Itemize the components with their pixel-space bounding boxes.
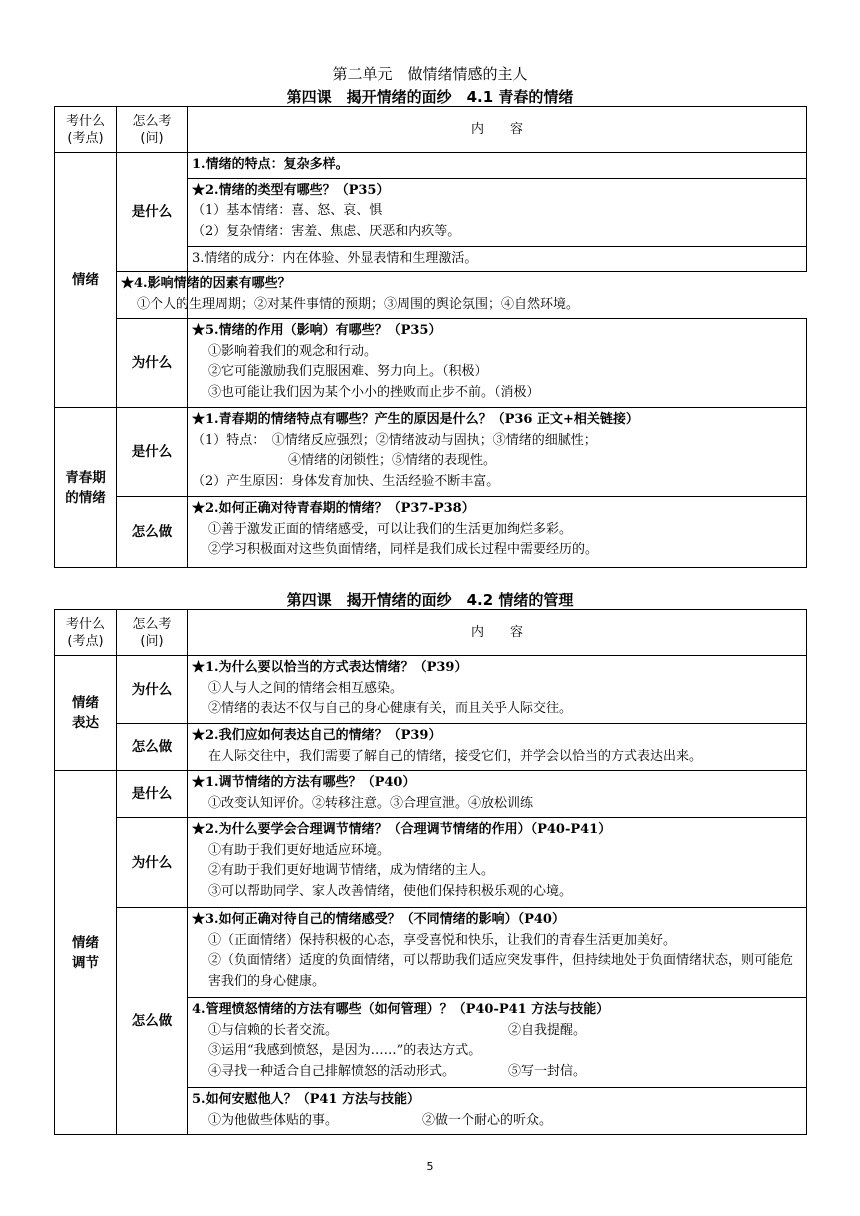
page-number: 5: [426, 1160, 434, 1173]
content-cell: ★2.情绪的类型有哪些？（P35） （1）基本情绪：喜、怒、哀、惧 （2）复杂情绪：害羞、焦虑、厌恶和内疚等。: [188, 178, 807, 246]
list-item: ⑤写一封信。: [508, 1063, 587, 1079]
q-why: 为什么: [117, 818, 188, 908]
content-cell: ★2.我们应如何表达自己的情绪？（P39） 在人际交往中，我们需要了解自己的情绪，接受它们，并学会以恰当的方式表达出来。: [188, 724, 807, 771]
list-item: ④寻找一种适合自己排解愤怒的活动形式。: [208, 1063, 456, 1079]
table-row: [55, 771, 807, 818]
header-content: 内 容: [188, 610, 807, 656]
header-question: 怎么考 (问): [117, 107, 188, 153]
list-item: ①为他做些体贴的事。: [208, 1112, 339, 1128]
table-header-row: [55, 107, 807, 153]
topic-emotion-expression: 情绪 表达: [55, 656, 117, 771]
q-how: 怎么做: [117, 497, 188, 568]
content-cell: ★1.青春期的情绪特点有哪些？产生的原因是什么？（P36 正文+相关链接） （1）特点： ①情绪反应强烈；②情绪波动与固执；③情绪的细腻性； ④情绪的闭锁性；⑤情绪的表现性。 （2）产生原因：身体发育加快、生活经验不断丰富。: [188, 408, 807, 497]
table-row: [55, 724, 807, 771]
header-question: 怎么考 (问): [117, 610, 188, 656]
content-cell: 5.如何安慰他人？（P41 方法与技能） ①为他做些体贴的事。 ②做一个耐心的听众。: [188, 1088, 807, 1135]
content-cell: 4.管理愤怒情绪的方法有哪些（如何管理）？（P40-P41 方法与技能） ①与信赖的长者交流。 ②自我提醒。 ③运用“我感到愤怒，是因为……”的表达方式。 ④寻找一种适合自己排解愤怒的活动形式。 ⑤写一封信。: [188, 998, 807, 1088]
list-item: ①与信赖的长者交流。: [208, 1022, 339, 1038]
table-row: [55, 272, 807, 319]
q-what: 是什么: [117, 771, 188, 818]
header-content: 内 容: [188, 107, 807, 153]
topic-adolescent-emotion: 青春期 的情绪: [55, 408, 117, 568]
table-row: [55, 497, 807, 568]
q-why: 为什么: [117, 319, 188, 408]
q-what: 是什么: [117, 408, 188, 497]
content-cell: ★5.情绪的作用（影响）有哪些？（P35） ①影响着我们的观念和行动。 ②它可能激励我们克服困难、努力向上。（积极） ③也可能让我们因为某个小小的挫败而止步不前。（消极）: [188, 319, 807, 408]
table-row: [55, 153, 807, 179]
lesson-4-2-table: [54, 609, 807, 1135]
q-how: 怎么做: [117, 908, 188, 1135]
q-how: 怎么做: [117, 724, 188, 771]
header-exam-point: 考什么 (考点): [55, 107, 117, 153]
q-what: 是什么: [117, 153, 188, 272]
content-cell: ★4.影响情绪的因素有哪些？ ①个人的生理周期；②对某件事情的预期；③周围的舆论氛围；④自然环境。: [117, 272, 188, 319]
table-row: [55, 408, 807, 497]
table-row: [55, 818, 807, 908]
topic-emotion: 情绪: [55, 153, 117, 408]
content-cell: ★1.调节情绪的方法有哪些？（P40） ①改变认知评价。②转移注意。③合理宣泄。④放松训练: [188, 771, 807, 818]
table-row: [55, 656, 807, 724]
table-row: [55, 908, 807, 998]
content-cell: ★2.如何正确对待青春期的情绪？（P37-P38） ①善于激发正面的情绪感受，可以让我们的生活更加绚烂多彩。 ②学习积极面对这些负面情绪，同样是我们成长过程中需要经历的。: [188, 497, 807, 568]
topic-emotion-regulation: 情绪 调节: [55, 771, 117, 1135]
content-cell: ★3.如何正确对待自己的情绪感受？（不同情绪的影响）（P40） ①（正面情绪）保持积极的心态，享受喜悦和快乐，让我们的青春生活更加美好。 ②（负面情绪）适度的负面情绪，可以帮助我们适应突发事件，但持续地处于负面情绪状态，则可能危害我们的身心健康。: [188, 908, 807, 998]
q-why: 为什么: [117, 656, 188, 724]
unit-title: 第二单元 做情绪情感的主人: [332, 65, 528, 83]
lesson-title-4-2: 第四课 揭开情绪的面纱 4.2 情绪的管理: [286, 591, 574, 609]
content-cell: 1.情绪的特点：复杂多样。: [188, 153, 807, 179]
list-item: ②做一个耐心的听众。: [422, 1112, 553, 1128]
lesson-title-4-1: 第四课 揭开情绪的面纱 4.1 青春的情绪: [286, 88, 574, 106]
table-header-row: [55, 610, 807, 656]
content-cell: ★2.为什么要学会合理调节情绪？（合理调节情绪的作用）（P40-P41） ①有助于我们更好地适应环境。 ②有助于我们更好地调节情绪，成为情绪的主人。 ③可以帮助同学、家人改善情绪，使他们保持积极乐观的心境。: [188, 818, 807, 908]
list-item: ②自我提醒。: [508, 1022, 587, 1038]
table-row: [55, 319, 807, 408]
content-cell: ★1.为什么要以恰当的方式表达情绪？（P39） ①人与人之间的情绪会相互感染。 ②情绪的表达不仅与自己的身心健康有关，而且关乎人际交往。: [188, 656, 807, 724]
header-exam-point: 考什么 (考点): [55, 610, 117, 656]
lesson-4-1-table: [54, 106, 807, 568]
content-cell: 3.情绪的成分：内在体验、外显表情和生理激活。: [188, 246, 807, 272]
